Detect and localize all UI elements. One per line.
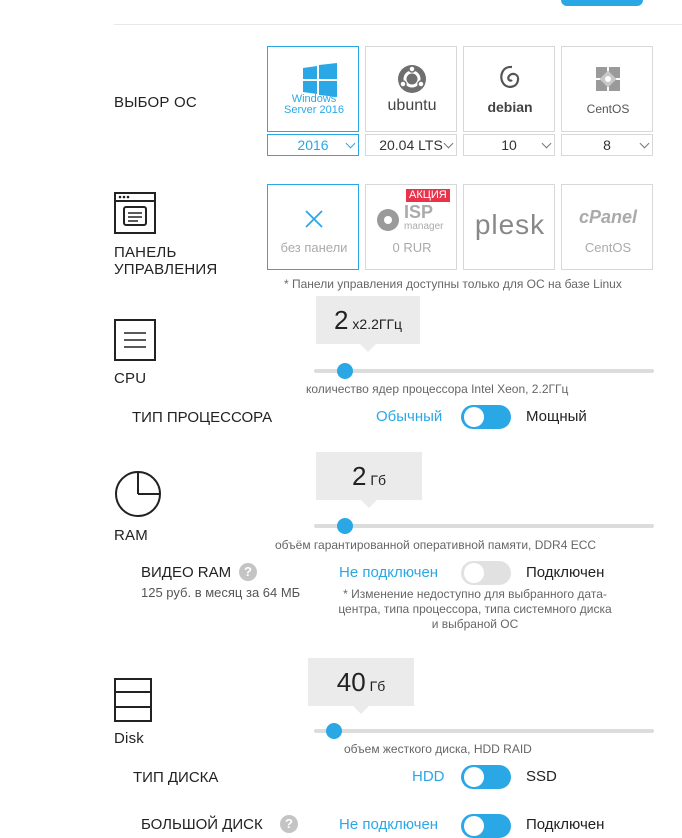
debian-logo-text: debian — [487, 99, 533, 115]
cpu-icon — [114, 319, 156, 361]
isp-gear-icon — [375, 207, 401, 233]
cpu-type-toggle[interactable] — [461, 405, 511, 429]
cpu-value-box — [316, 296, 420, 344]
cpu-type-option-regular[interactable]: Обычный — [376, 408, 443, 425]
top-divider — [114, 24, 682, 25]
ubuntu-logo-text: ubuntu — [387, 97, 437, 114]
video-ram-label: ВИДЕО RAM — [141, 564, 232, 581]
os-version-value: 8 — [603, 137, 611, 153]
video-ram-note-line3: и выбраной ОС — [431, 617, 519, 631]
isp-logo-text: ISP — [404, 202, 434, 222]
windows-logo-line2: Server 2016 — [284, 104, 344, 116]
video-ram-note-line2: центра, типа процессора, типа системного диска — [338, 602, 612, 616]
ubuntu-logo-icon — [397, 64, 427, 94]
disk-type-toggle[interactable] — [461, 765, 511, 789]
cpu-label: CPU — [114, 370, 147, 387]
panel-card-none-label: без панели — [280, 240, 348, 255]
disk-icon — [114, 678, 152, 722]
chevron-down-icon — [640, 139, 650, 149]
panel-label — [114, 244, 217, 278]
os-version-value: 2016 — [297, 137, 329, 153]
os-version-select-windows[interactable] — [267, 134, 359, 156]
ram-slider-track[interactable] — [314, 524, 654, 528]
cpu-type-label: ТИП ПРОЦЕССОРА — [132, 409, 273, 426]
toggle-knob — [464, 816, 484, 836]
top-toggle[interactable] — [561, 0, 643, 6]
big-disk-option-off[interactable]: Не подключен — [339, 816, 439, 833]
debian-swirl-icon — [496, 63, 524, 95]
toggle-knob — [464, 563, 484, 583]
panel-card-cpanel[interactable] — [561, 184, 653, 270]
plesk-logo-text: plesk — [474, 209, 546, 240]
disk-slider-thumb[interactable] — [326, 723, 342, 739]
toggle-knob — [464, 767, 484, 787]
disk-value: 40 — [336, 667, 366, 697]
os-card-debian[interactable] — [463, 46, 555, 132]
os-version-value: 10 — [501, 137, 517, 153]
windows-logo-line1: Windows — [291, 93, 337, 105]
cpu-slider-track[interactable] — [314, 369, 654, 373]
cpanel-logo-text: cPanel — [578, 207, 638, 227]
os-version-select-ubuntu[interactable] — [365, 134, 457, 156]
disk-slider-track[interactable] — [314, 729, 654, 733]
video-ram-note — [320, 587, 630, 632]
disk-type-label: ТИП ДИСКА — [133, 769, 219, 786]
close-icon — [304, 209, 324, 229]
big-disk-label: БОЛЬШОЙ ДИСК — [141, 816, 263, 833]
big-disk-option-on[interactable]: Подключен — [526, 816, 605, 833]
os-version-select-debian[interactable] — [463, 134, 555, 156]
isp-price: 0 RUR — [392, 240, 432, 255]
cpu-value: 2 — [333, 305, 349, 335]
chevron-down-icon — [444, 139, 454, 149]
video-ram-price: 125 руб. в месяц за 64 МБ — [141, 585, 301, 600]
panel-note: * Панели управления доступны только для ОС на базе Linux — [284, 277, 622, 291]
os-card-ubuntu[interactable] — [365, 46, 457, 132]
ram-unit: Гб — [370, 472, 387, 488]
cpu-type-option-powerful[interactable]: Мощный — [526, 408, 587, 425]
video-ram-option-off[interactable]: Не подключен — [339, 564, 439, 581]
windows-logo-icon — [303, 63, 337, 97]
centos-logo-icon — [592, 63, 624, 95]
disk-hint: объем жесткого диска, HDD RAID — [344, 742, 532, 756]
ram-value: 2 — [351, 461, 367, 491]
os-card-centos[interactable] — [561, 46, 653, 132]
ram-hint: объём гарантированной оперативной памяти, DDR4 ECC — [275, 538, 597, 552]
centos-logo-text: CentOS — [586, 102, 630, 116]
ram-value-box — [316, 452, 422, 500]
panel-card-none[interactable] — [267, 184, 359, 270]
disk-type-option-ssd[interactable]: SSD — [526, 768, 557, 785]
video-ram-toggle[interactable] — [461, 561, 511, 585]
ram-pie-icon — [114, 470, 162, 518]
video-ram-note-line1: * Изменение недоступно для выбранного дата- — [343, 587, 607, 601]
ram-slider-thumb[interactable] — [337, 518, 353, 534]
cpanel-os: CentOS — [584, 240, 632, 255]
disk-type-option-hdd[interactable]: HDD — [412, 768, 445, 785]
ram-label: RAM — [114, 527, 148, 544]
panel-label-line1: ПАНЕЛЬ — [114, 244, 177, 261]
disk-label: Disk — [114, 730, 144, 747]
toggle-knob — [464, 407, 484, 427]
promo-badge: АКЦИЯ — [406, 189, 450, 202]
panel-card-isp[interactable] — [365, 184, 457, 270]
chevron-down-icon — [346, 139, 356, 149]
cpu-unit: х2.2ГГц — [352, 316, 403, 332]
os-label: ВЫБОР ОС — [114, 94, 197, 111]
cpu-hint: количество ядер процессора Intel Xeon, 2.2ГГц — [306, 382, 569, 396]
disk-unit: Гб — [369, 678, 386, 694]
os-card-windows[interactable] — [267, 46, 359, 132]
control-panel-icon — [114, 192, 156, 234]
isp-logo-sub: manager — [404, 221, 444, 232]
video-ram-option-on[interactable]: Подключен — [526, 564, 605, 581]
chevron-down-icon — [542, 139, 552, 149]
help-icon[interactable]: ? — [280, 815, 298, 833]
big-disk-toggle[interactable] — [461, 814, 511, 838]
disk-value-box — [308, 658, 414, 706]
panel-card-plesk[interactable] — [463, 184, 555, 270]
cpu-slider-thumb[interactable] — [337, 363, 353, 379]
help-icon[interactable]: ? — [239, 563, 257, 581]
os-version-value: 20.04 LTS — [379, 137, 443, 153]
os-version-select-centos[interactable] — [561, 134, 653, 156]
panel-label-line2: УПРАВЛЕНИЯ — [114, 261, 218, 278]
